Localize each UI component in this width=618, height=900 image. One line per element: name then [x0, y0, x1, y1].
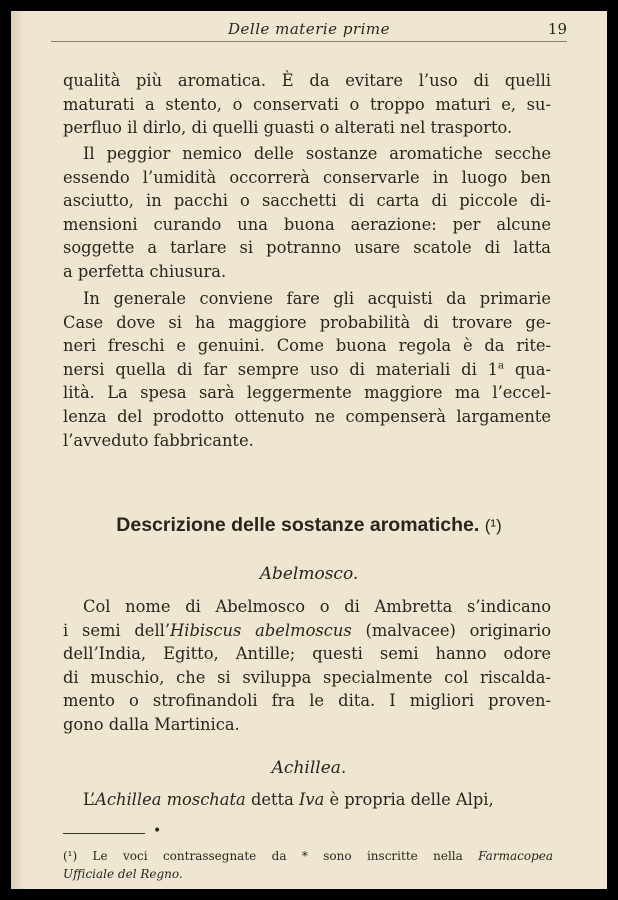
binding-mark	[0, 700, 5, 708]
text-fragment: Farmacopea	[478, 849, 553, 863]
superscript: a	[498, 360, 504, 372]
text-line: di muschio, che si sviluppa specialmente col riscalda-	[63, 667, 551, 687]
text-line: perfluo il dirlo, di quelli guasti o alterati nel trasporto.	[63, 118, 513, 138]
text-line	[63, 788, 551, 812]
text-fragment: Ufficiale del Regno.	[63, 867, 183, 881]
text-line: neri freschi e genuini. Come buona regola è da rite-	[63, 336, 551, 356]
text-line: Col nome di Abelmosco o di Ambretta s’indicano	[83, 597, 551, 616]
section-title: Descrizione delle sostanze aromatiche.	[116, 514, 480, 536]
entry-achillea	[63, 788, 551, 812]
text-line: dell’India, Egitto, Antille; questi semi hanno odore	[63, 644, 551, 664]
text-fragment: (¹) Le voci contrassegnate da * sono inscritte nella	[63, 849, 479, 863]
page-number: 19	[547, 20, 567, 38]
paragraph-1	[63, 69, 551, 140]
species-name: Achillea moschata	[95, 790, 246, 809]
text-fragment: (malvacee) originario	[351, 620, 552, 640]
text-line: maturati a stento, o conservati o troppo maturi e, su-	[63, 94, 551, 114]
text-fragment: L’	[83, 790, 96, 809]
common-name: Iva	[298, 790, 325, 809]
text-fragment: i semi dell’	[63, 620, 171, 640]
species-name: Hibiscus abelmoscus	[170, 620, 352, 640]
text-line: Case dove si ha maggiore probabilità di trovare ge-	[63, 312, 551, 332]
text-line: qualità più aromatica. È da evitare l’uso di quelli	[63, 71, 551, 90]
text-line: asciutto, in pacchi o sacchetti di carta di piccole di-	[63, 191, 551, 211]
text-line: In generale conviene fare gli acquisti da primarie	[83, 289, 551, 308]
binding-mark	[0, 428, 5, 436]
text-line: gono dalla Martinica.	[63, 714, 240, 734]
text-line: l’avveduto fabbricante.	[63, 430, 254, 450]
text-fragment: detta	[245, 790, 299, 809]
footnote	[63, 847, 553, 883]
footnote-line	[63, 865, 553, 883]
text-line	[63, 619, 551, 643]
running-head: Delle materie prime	[228, 20, 390, 38]
entry-abelmosco	[63, 595, 551, 737]
text-line: mento o strofinandoli fra le dita. I migliori proven-	[63, 691, 551, 711]
book-page	[11, 11, 607, 889]
text-line: a perfetta chiusura.	[63, 261, 227, 281]
footnote-line	[63, 847, 553, 865]
text-fragment: qua-	[514, 359, 551, 379]
paragraph-2	[63, 142, 551, 284]
text-line: lenza del prodotto ottenuto ne compenserà largamente	[63, 406, 551, 426]
text-fragment: è propria delle Alpi,	[324, 790, 494, 809]
ink-dot: •	[153, 823, 162, 839]
entry-title-abelmosco: Abelmosco.	[259, 564, 359, 584]
footnote-reference: (¹)	[484, 516, 502, 535]
page-header	[51, 17, 567, 42]
text-fragment: nersi quella di far sempre uso di materiali di 1	[63, 359, 499, 379]
paragraph-3	[63, 287, 551, 452]
entry-title-achillea: Achillea.	[271, 758, 347, 778]
text-line: Il peggior nemico delle sostanze aromatiche secche	[83, 144, 551, 163]
text-line: lità. La spesa sarà leggermente maggiore ma l’eccel-	[63, 383, 551, 403]
text-line: essendo l’umidità occorrerà conservarle in luogo ben	[63, 167, 551, 187]
binding-mark	[0, 136, 5, 144]
text-line	[63, 358, 551, 382]
text-line: soggette a tarlare si potranno usare scatole di latta	[63, 238, 551, 258]
section-heading	[11, 514, 607, 537]
footnote-separator	[63, 833, 145, 834]
text-line: mensioni curando una buona aerazione: per alcune	[63, 214, 551, 234]
